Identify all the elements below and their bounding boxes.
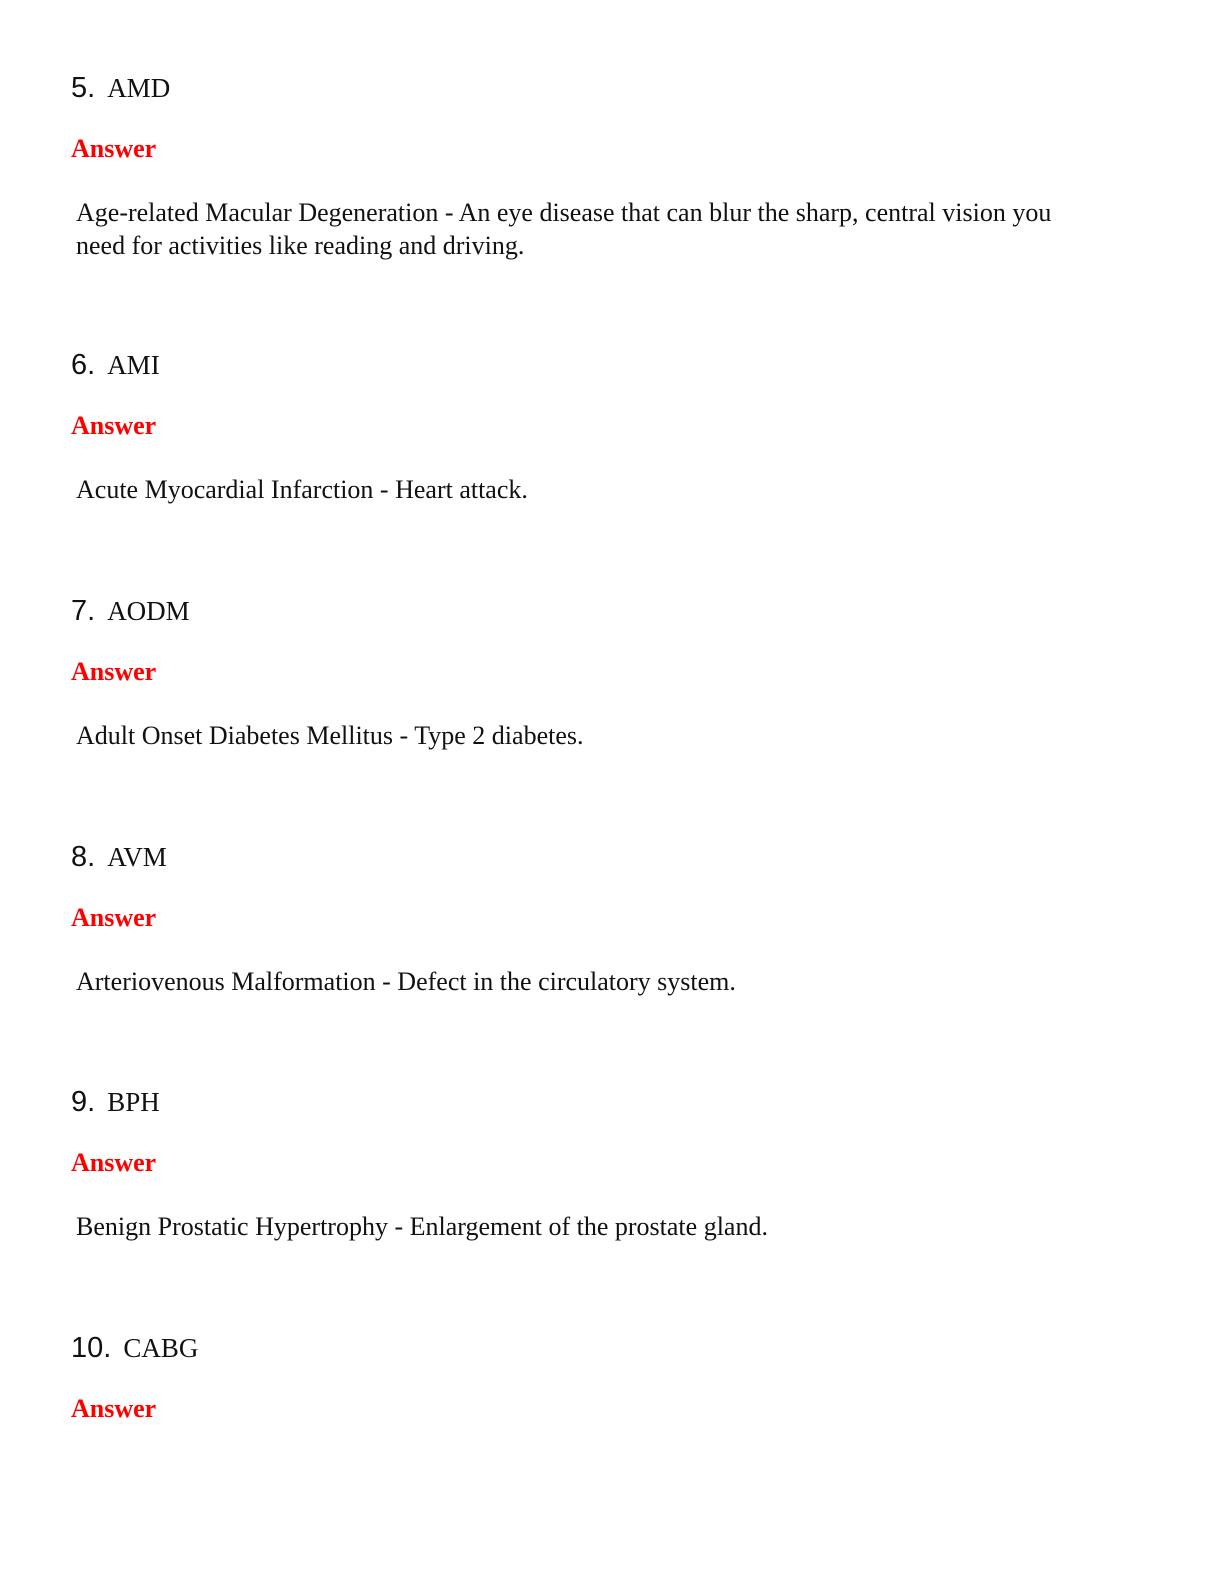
question-number: 5. (71, 72, 96, 104)
question-number: 8. (71, 841, 96, 873)
question-term: AMD (107, 73, 171, 103)
answer-text: Arteriovenous Malformation - Defect in the circulatory system. (76, 967, 736, 996)
answer-text: Age-related Macular Degeneration - An eye disease that can blur the sharp, central vision you need for activities like reading and driving. (76, 198, 1052, 260)
question-number: 9. (71, 1086, 96, 1118)
question-term: CABG (123, 1333, 199, 1363)
answer-label[interactable]: Answer (71, 1394, 157, 1423)
question-term: AODM (107, 596, 190, 626)
question-term: AMI (107, 350, 160, 380)
question-heading (71, 349, 160, 389)
answer-label[interactable]: Answer (71, 1148, 157, 1177)
answer-label[interactable]: Answer (71, 411, 157, 440)
answer-text: Benign Prostatic Hypertrophy - Enlargement of the prostate gland. (76, 1212, 768, 1241)
question-heading (71, 72, 170, 112)
question-heading (71, 1086, 160, 1126)
question-number: 10. (71, 1332, 112, 1364)
answer-text: Adult Onset Diabetes Mellitus - Type 2 diabetes. (76, 721, 584, 750)
question-term: AVM (107, 842, 167, 872)
question-number: 7. (71, 595, 96, 627)
question-number: 6. (71, 349, 96, 381)
question-term: BPH (107, 1087, 160, 1117)
answer-label[interactable]: Answer (71, 134, 157, 163)
answer-text: Acute Myocardial Infarction - Heart attack. (76, 475, 528, 504)
question-heading (71, 595, 190, 635)
answer-label[interactable]: Answer (71, 657, 157, 686)
question-heading (71, 841, 167, 881)
answer-label[interactable]: Answer (71, 903, 157, 932)
question-heading (71, 1332, 198, 1372)
